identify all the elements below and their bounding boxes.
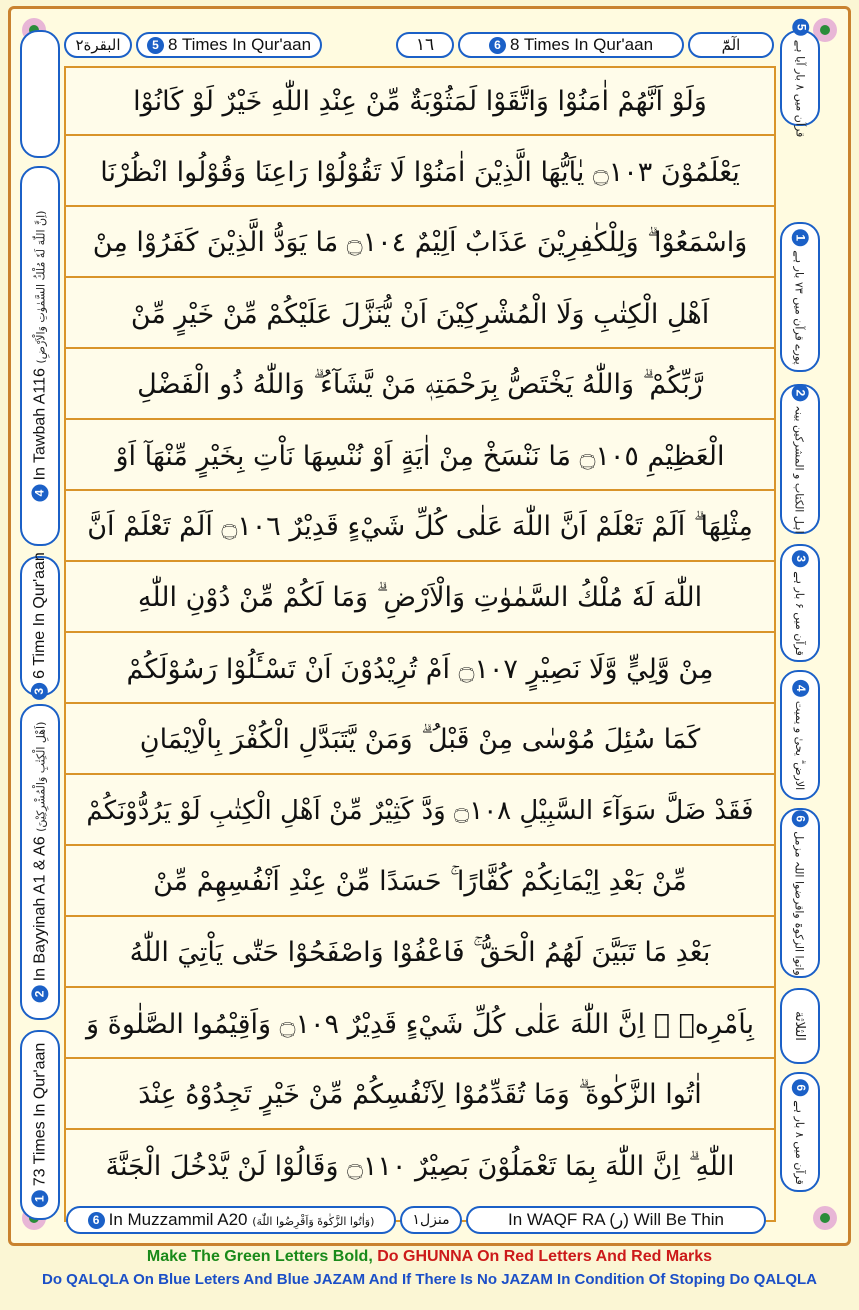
- left-margin-note-73-times: [20, 1030, 60, 1220]
- verse-line: [66, 423, 774, 491]
- verse-line-text: رَّبِّكُمْ ۗ وَاللّٰهُ يَخْتَصُّ بِرَحْمَتِهٖ مَنْ يَّشَآءُ ۗ وَاللّٰهُ ذُو الْفَضْلِ: [137, 369, 703, 400]
- verse-line: [66, 1062, 774, 1130]
- note-number: 4: [31, 484, 48, 501]
- note-number: 6: [88, 1212, 105, 1229]
- note-arabic: واتوا الزکوۃ واقرضوا اللہ مزمل: [793, 831, 807, 976]
- verse-line: [66, 1133, 774, 1201]
- note-text: 8 Times In Qur'aan: [167, 35, 312, 54]
- right-margin-note-2: [780, 384, 820, 534]
- note-number: 1: [792, 229, 809, 246]
- left-margin-top-ornament: [20, 30, 60, 158]
- note-number: 6: [792, 810, 809, 827]
- left-margin-note-six-times: [20, 552, 60, 696]
- verse-line-text: يَعْلَمُوْنَ ۝١٠٣ يٰاَيُّهَا الَّذِيْنَ اٰمَنُوْا لَا تَقُوْلُوْا رَاعِنَا وَقُوْلُوا انْظُرْنَا: [100, 156, 740, 188]
- verse-line: [66, 210, 774, 278]
- note-arabic: قرآن میں ۶ بار ہے: [793, 571, 807, 656]
- verse-line-text: مِّنْ بَعْدِ اِيْمَانِكُمْ كُفَّارًا ۚ حَسَدًا مِّنْ عِنْدِ اَنْفُسِهِمْ مِّنْ: [153, 866, 687, 897]
- verse-line-text: بِاَمْرِهٖ ۗ اِنَّ اللّٰهَ عَلٰى كُلِّ شَيْءٍ قَدِيْرٌ ۝١٠٩ وَاَقِيْمُوا الصَّلٰوةَ وَ: [86, 1008, 754, 1040]
- verse-line-text: وَلَوْ اَنَّهُمْ اٰمَنُوْا وَاتَّقَوْا لَمَثُوْبَةٌ مِّنْ عِنْدِ اللّٰهِ خَيْرٌ لَوْ كَانُوْا: [133, 85, 707, 117]
- note-text: 8 Times In Qur'aan: [509, 35, 654, 54]
- verse-line: [66, 778, 774, 846]
- right-margin-ruku-marker: [780, 988, 820, 1064]
- right-margin-note-6: [780, 808, 820, 978]
- instruction-green: Make The Green Letters Bold,: [146, 1248, 373, 1265]
- verse-line-text: بَعْدِ مَا تَبَيَّنَ لَهُمُ الْحَقُّ ۚ فَاعْفُوْا وَاصْفَحُوْا حَتّٰى يَاْتِيَ اللّٰهُ: [129, 937, 711, 968]
- instruction-line-1: [0, 1248, 859, 1266]
- verse-line: [66, 707, 774, 775]
- footer-note-waqf-ra: In WAQF RA (ر) Will Be Thin: [466, 1206, 766, 1234]
- note-text: In Tawbah A116: [31, 368, 48, 481]
- note-number: 5: [792, 19, 809, 36]
- verse-line: [66, 68, 774, 136]
- note-text: In Bayyinah A1 & A6: [31, 836, 49, 982]
- header-note-left: [458, 32, 684, 58]
- note-text: 73 Times In Qur'aan: [31, 1042, 49, 1187]
- note-arabic: (وَاٰتُوا الزَّكٰوةَ وَاَقْرِضُوا اللّٰهَ): [252, 1215, 375, 1228]
- note-number: 6: [792, 1079, 809, 1096]
- verse-line-text: اللّٰهِ ۗ اِنَّ اللّٰهَ بِمَا تَعْمَلُوْنَ بَصِيْرٌ ۝١١٠ وَقَالُوْا لَنْ يَّدْخُلَ الْجَنَّةَ: [105, 1151, 735, 1182]
- verse-line-text: اٰتُوا الزَّكٰوةَ ۗ وَمَا تُقَدِّمُوْا لِاَنْفُسِكُمْ مِّنْ خَيْرٍ تَجِدُوْهُ عِنْدَ: [138, 1079, 702, 1110]
- corner-ornament-icon: [805, 1198, 845, 1238]
- verse-line-text: فَقَدْ ضَلَّ سَوَآءَ السَّبِيْلِ ۝١٠٨ وَدَّ كَثِيْرٌ مِّنْ اَهْلِ الْكِتٰبِ لَوْ يَرُدُّوْنَكُمْ: [86, 796, 754, 826]
- verse-line-text: كَمَا سُئِلَ مُوْسٰى مِنْ قَبْلُ ۗ وَمَنْ يَّتَبَدَّلِ الْكُفْرَ بِالْاِيْمَانِ: [139, 724, 701, 755]
- note-number: 2: [792, 384, 809, 401]
- instruction-line-2: Do QALQLA On Blue Leters And Blue JAZAM And If There Is No JAZAM In Condition Of Stoping Do QALQLA: [42, 1271, 817, 1288]
- verse-line: [66, 494, 774, 562]
- surah-name-badge: البقرة٢: [64, 32, 132, 58]
- verse-line-text: الْعَظِيْمِ ۝١٠٥ مَا نَنْسَخْ مِنْ اٰيَةٍ اَوْ نُنْسِهَا نَاْتِ بِخَيْرٍ مِّنْهَآ اَوْ: [115, 440, 725, 472]
- note-arabic: قرآن میں ۸ بار ہے: [793, 1100, 807, 1185]
- verse-line: [66, 636, 774, 704]
- header-note-right: [136, 32, 322, 58]
- verse-line: [66, 352, 774, 420]
- right-margin-note-1: [780, 222, 820, 372]
- note-arabic: (اِنَّ اللّٰهَ لَهٗ مُلْكُ السَّمٰوٰتِ وَالْاَرْضِ): [34, 210, 47, 364]
- note-number: 6: [489, 37, 506, 54]
- verse-line-text: مِنْ وَّلِيٍّ وَّلَا نَصِيْرٍ ۝١٠٧ اَمْ تُرِيْدُوْنَ اَنْ تَسْـَٔلُوْا رَسُوْلَكُمْ: [126, 653, 714, 685]
- right-margin-note-4: [780, 670, 820, 800]
- note-text: 6 Time In Qur'aan: [31, 552, 49, 679]
- note-arabic: قرآن میں ۸ بار آیا ہے: [793, 39, 807, 138]
- note-number: 2: [31, 985, 48, 1002]
- verse-line: [66, 920, 774, 988]
- page-number: ١٦: [396, 32, 454, 58]
- verse-line: [66, 565, 774, 633]
- verse-line: [66, 281, 774, 349]
- note-number: 4: [792, 680, 809, 697]
- left-margin-note-tawbah: [20, 166, 60, 546]
- note-arabic: (اَهْلِ الْكِتٰبِ وَالْمُشْرِكِيْنَ): [34, 721, 48, 832]
- note-arabic: پورے قرآن میں ۷۳ بار ہے: [793, 250, 807, 365]
- instruction-red: Do GHUNNA On Red Letters And Red Marks: [377, 1248, 713, 1265]
- verse-line: [66, 139, 774, 207]
- note-arabic: اہل الکتاب و المشرکین بینہ: [793, 405, 806, 534]
- ruku-label: الثلاثة: [792, 1011, 807, 1041]
- right-margin-note-6b: [780, 1072, 820, 1192]
- footer-note-muzzammil: [66, 1206, 396, 1234]
- verse-line-text: وَاسْمَعُوْا ۗ وَلِلْكٰفِرِيْنَ عَذَابٌ اَلِيْمٌ ۝١٠٤ مَا يَوَدُّ الَّذِيْنَ كَفَرُوْا مِنْ: [92, 227, 748, 258]
- verse-line-text: اللّٰهَ لَهٗ مُلْكُ السَّمٰوٰتِ وَالْاَرْضِ ۗ وَمَا لَكُمْ مِّنْ دُوْنِ اللّٰهِ: [137, 582, 703, 613]
- left-margin-note-bayyinah: [20, 704, 60, 1020]
- right-margin-note-3: [780, 544, 820, 662]
- page-header: [64, 28, 776, 64]
- note-arabic: الارض ۗ یحیٰ و یمیت: [793, 700, 806, 791]
- right-margin-note-5: [780, 23, 820, 138]
- note-text: In Muzzammil A20: [108, 1210, 248, 1229]
- note-number: 3: [31, 683, 48, 700]
- verse-line: [66, 849, 774, 917]
- note-number: 1: [31, 1190, 48, 1207]
- note-number: 3: [792, 550, 809, 567]
- verse-line-text: مِثْلِهَا ۗ اَلَمْ تَعْلَمْ اَنَّ اللّٰهَ عَلٰى كُلِّ شَيْءٍ قَدِيْرٌ ۝١٠٦ اَلَمْ تَعْلَمْ اَنَّ: [87, 511, 753, 542]
- verse-line-text: اَهْلِ الْكِتٰبِ وَلَا الْمُشْرِكِيْنَ اَنْ يُّنَزَّلَ عَلَيْكُمْ مِّنْ خَيْرٍ مِّنْ: [130, 298, 710, 330]
- verse-line: [66, 991, 774, 1059]
- note-number: 5: [147, 37, 164, 54]
- manzil-badge: منزل١: [400, 1206, 462, 1234]
- para-name-badge: الٓمّٓ: [688, 32, 774, 58]
